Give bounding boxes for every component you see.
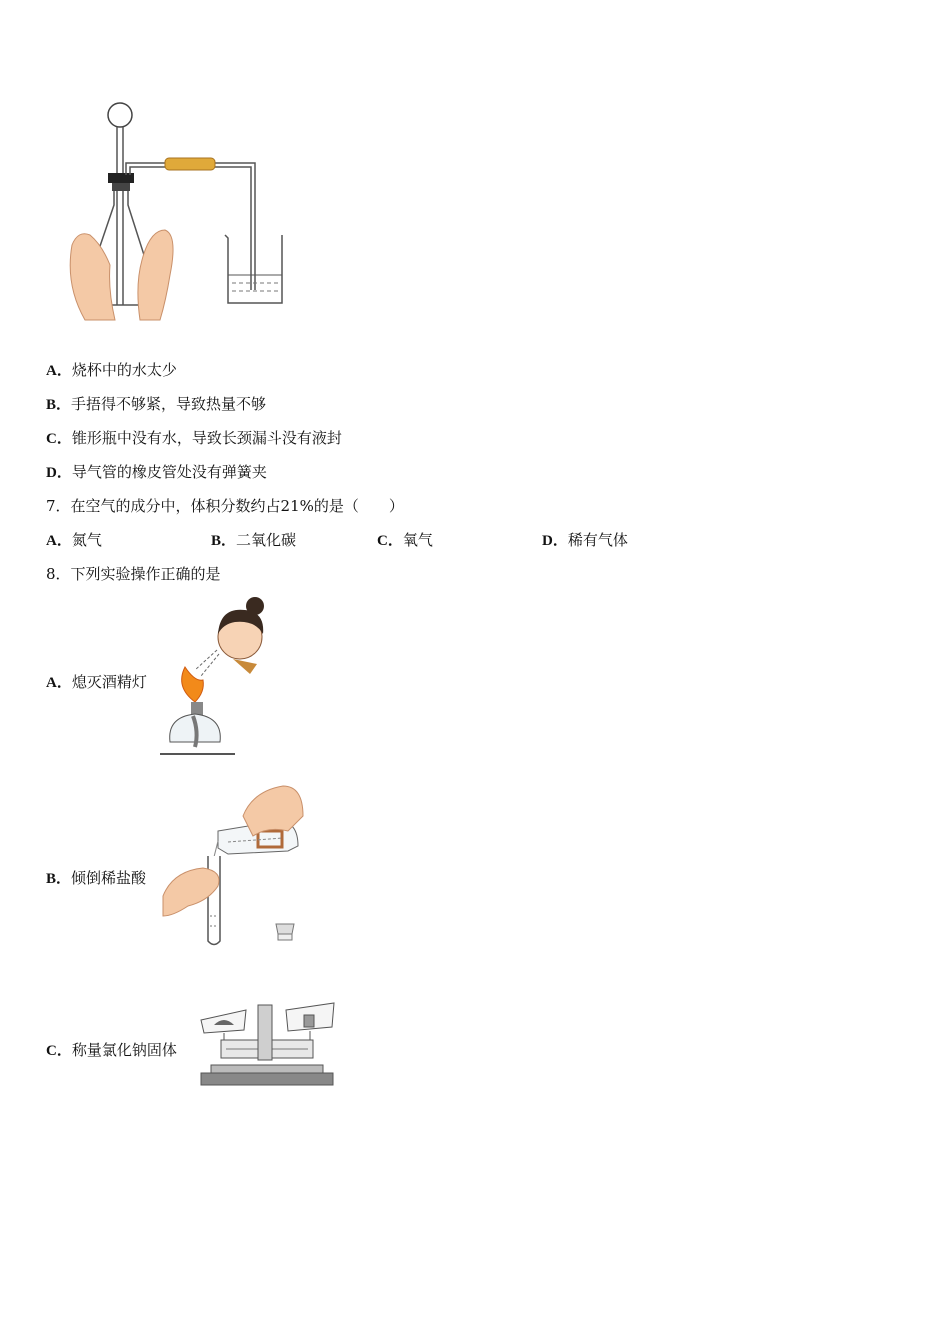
balance-weighing-figure xyxy=(196,995,338,1090)
q7-option-a: A．氮气 xyxy=(46,531,102,549)
q6-option-d: D．导气管的橡皮管处没有弹簧夹 xyxy=(46,463,267,481)
q8-option-b: B．倾倒稀盐酸 xyxy=(46,869,147,887)
q8-option-c: C．称量氯化钠固体 xyxy=(46,1041,177,1059)
blow-out-alcohol-lamp-figure xyxy=(155,592,275,757)
airtightness-check-figure xyxy=(60,95,310,330)
q7-option-d: D．稀有气体 xyxy=(542,531,628,549)
pour-dilute-hcl-figure xyxy=(158,776,308,951)
q8-option-a: A．熄灭酒精灯 xyxy=(46,673,147,691)
q7-option-c: C．氧气 xyxy=(377,531,433,549)
q7-stem: 7．在空气的成分中，体积分数约占21%的是（ ） xyxy=(46,497,404,515)
q7-option-b: B．二氧化碳 xyxy=(211,531,297,549)
q6-option-b: B．手捂得不够紧，导致热量不够 xyxy=(46,395,267,413)
q6-option-a: A．烧杯中的水太少 xyxy=(46,361,177,379)
q8-stem: 8．下列实验操作正确的是 xyxy=(46,565,221,583)
q6-option-c: C．锥形瓶中没有水，导致长颈漏斗没有液封 xyxy=(46,429,342,447)
